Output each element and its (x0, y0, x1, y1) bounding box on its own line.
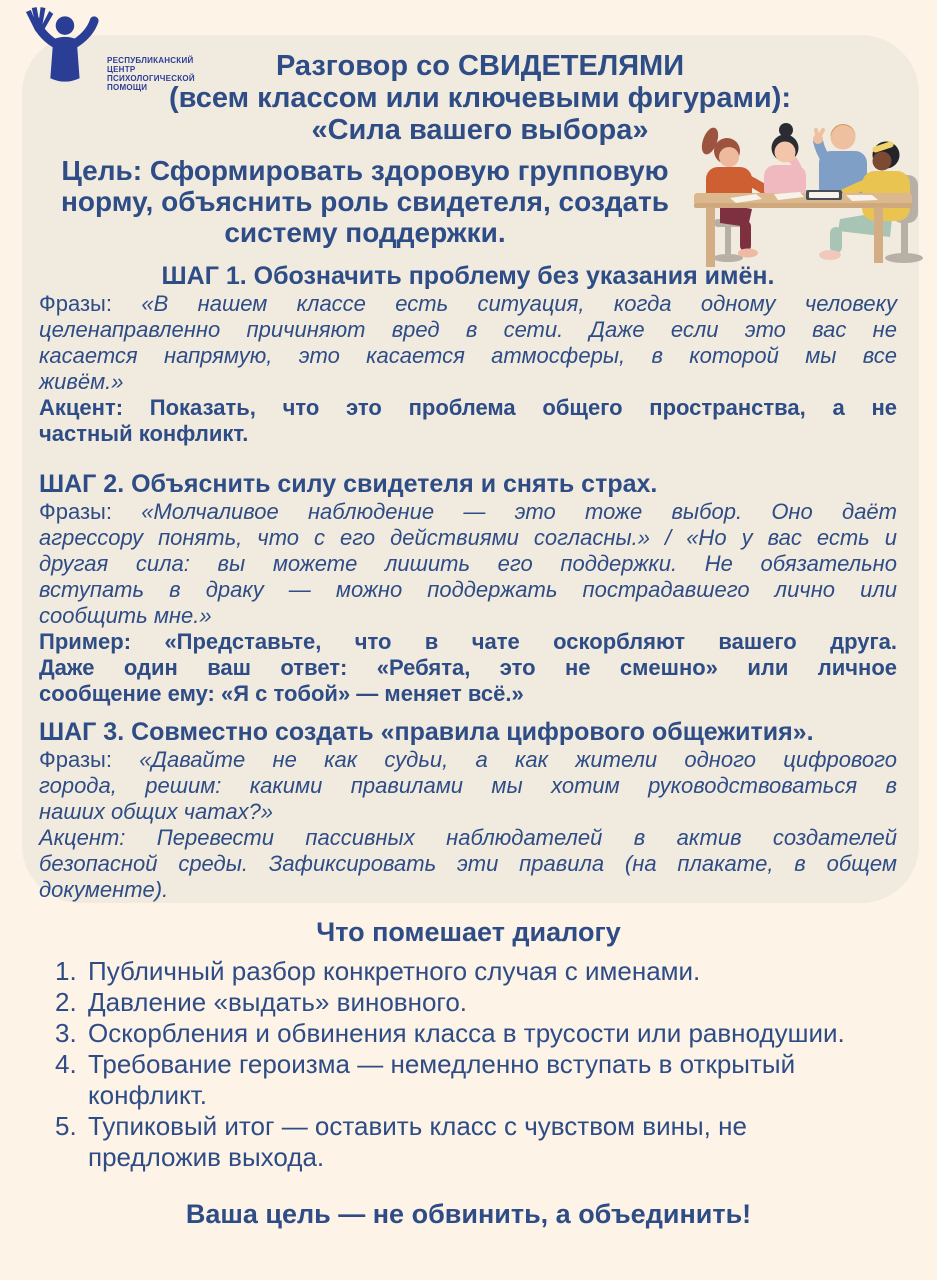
list-item: 4. Требование героизма — немедленно вступать в открытый конфликт. (55, 1049, 796, 1110)
blockers-heading: Что помешает диалогу (316, 917, 621, 947)
list-item: 3. Оскорбления и обвинения класса в трусости или равнодушии. (55, 1018, 845, 1048)
step-2-section (39, 470, 897, 707)
list-item: 2. Давление «выдать» виновного. (55, 987, 468, 1017)
logo-org-name: РЕСПУБЛИКАНСКИЙ ЦЕНТР ПСИХОЛОГИЧЕСКОЙ ПОМОЩИ (107, 56, 195, 92)
list-item: 5. Тупиковый итог — оставить класс с чувством вины, не предложив выхода. (55, 1111, 747, 1172)
step-2-example: Пример: «Представьте, что в чате оскорбляют вашего друга. Даже один ваш ответ: «Ребята, это не смешно» или личное сообщение ему: «Я с тобой» — меняет всё.» (39, 629, 897, 706)
page-title: Разговор со СВИДЕТЕЛЯМИ (всем классом или ключевыми фигурами): «Сила вашего выбора» (168, 50, 792, 146)
step-3-section (39, 718, 897, 903)
step-3-accent: Акцент: Перевести пассивных наблюдателей в актив создателей безопасной среды. Зафиксировать эти правила (на плакате, в общем документе). (39, 825, 897, 902)
step-2-heading: ШАГ 2. Объяснить силу свидетеля и снять страх. (39, 470, 658, 498)
step-1-phrases: Фразы: «В нашем классе есть ситуация, когда одному человеку целенаправленно причиняют вред в сети. Даже если это вас не касается напрямую, это касается атмосферы, в которой мы все живём.» (39, 291, 897, 394)
step-3-heading: ШАГ 3. Совместно создать «правила цифрового общежития». (39, 718, 814, 746)
footer-slogan: Ваша цель — не обвинить, а объединить! (185, 1199, 752, 1229)
blockers-list (55, 956, 915, 1173)
students-discussion-illustration (678, 103, 930, 275)
step-1-accent: Акцент: Показать, что это проблема общего пространства, а не частный конфликт. (39, 395, 897, 446)
step-2-phrases: Фразы: «Молчаливое наблюдение — это тоже выбор. Оно даёт агрессору понять, что с его действиями согласны.» / «Но у вас есть и другая сила: вы можете лишить его поддержки. Не обязательно вступать в драку — можно поддержать пострадавшего лично или сообщить мне.» (39, 499, 897, 628)
step-1-heading: ШАГ 1. Обозначить проблему без указания имён. (161, 262, 775, 290)
list-item: 1. Публичный разбор конкретного случая с именами. (55, 956, 701, 986)
goal-statement: Цель: Сформировать здоровую групповую норму, объяснить роль свидетеля, создать систему поддержки. (60, 155, 670, 248)
step-1-section (39, 262, 897, 447)
step-3-phrases: Фразы: «Давайте не как судьи, а как жители одного цифрового города, решим: какими правилами мы хотим руководствоваться в наших общих чатах?» (39, 747, 897, 824)
